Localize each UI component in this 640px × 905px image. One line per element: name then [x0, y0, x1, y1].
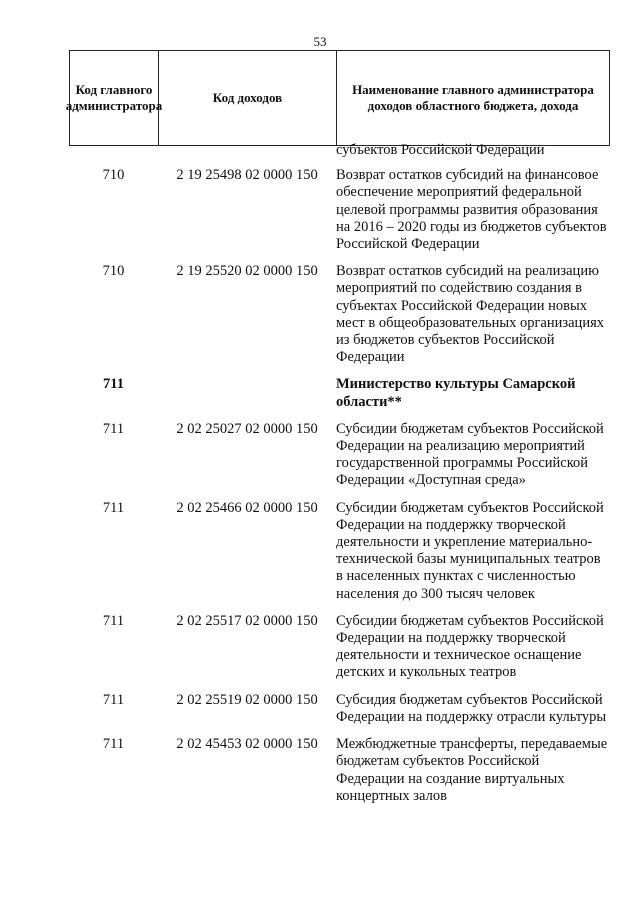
income-name-cell: Возврат остатков субсидий на реализацию мероприятий по содействию создания в субъектах Российской Федерации новых мест в общеобразовательных организациях из бюджетов субъектов Российской Федерации	[336, 263, 604, 366]
admin-code-cell: 711	[102, 691, 125, 708]
admin-code-cell: 710	[102, 167, 125, 184]
table-row	[69, 142, 610, 159]
income-code-cell: 2 19 25520 02 0000 150	[176, 263, 318, 280]
table-row	[69, 736, 610, 805]
admin-code-cell: 711	[102, 420, 125, 437]
table-body	[69, 142, 610, 805]
admin-code-cell: 711	[102, 612, 125, 629]
admin-code-cell	[69, 142, 158, 159]
income-code-cell: 2 02 25519 02 0000 150	[176, 691, 318, 708]
table-row	[69, 692, 610, 726]
table-row	[69, 376, 610, 410]
table-row	[69, 263, 610, 366]
income-name-cell: Субсидии бюджетам субъектов Российской Федерации на поддержку творческой деятельности и укрепление материально-технической базы муниципальных театров в населенных пунктах с численностью населения до 300 тысяч человек	[336, 499, 604, 602]
income-name-cell: Субсидия бюджетам субъектов Российской Федерации на поддержку отрасли культуры	[336, 691, 607, 725]
table-row	[69, 167, 610, 253]
table-row	[69, 421, 610, 490]
admin-code-cell: 710	[102, 263, 125, 280]
header-name: Наименование главного администратора доходов областного бюджета, дохода	[352, 81, 594, 113]
table-header	[65, 50, 610, 146]
income-name-cell: субъектов Российской Федерации	[336, 142, 545, 158]
admin-code-cell: 711	[102, 736, 125, 753]
header-income-code: Код доходов	[159, 51, 337, 145]
income-code-cell	[158, 142, 336, 159]
income-code-cell	[158, 376, 336, 410]
income-code-cell: 2 02 45453 02 0000 150	[176, 736, 318, 753]
admin-code-cell: 711	[103, 376, 124, 393]
header-admin-code: Код главного администратора	[70, 51, 159, 145]
admin-code-cell: 711	[102, 499, 125, 516]
income-name-cell: Субсидии бюджетам субъектов Российской Федерации на поддержку творческой деятельности и техническое оснащение детских и кукольных театров	[336, 612, 604, 681]
income-code-cell: 2 19 25498 02 0000 150	[176, 167, 318, 184]
income-name-cell: Возврат остатков субсидий на финансовое обеспечение мероприятий федеральной целевой программы развития образования на 2016 – 2020 годы из бюджетов субъектов Российской Федерации	[336, 167, 607, 253]
income-code-cell: 2 02 25517 02 0000 150	[176, 612, 318, 629]
table-row	[69, 613, 610, 682]
table-row	[69, 500, 610, 603]
income-code-cell: 2 02 25466 02 0000 150	[176, 499, 318, 516]
page-number: 53	[313, 34, 327, 49]
income-name-cell: Субсидии бюджетам субъектов Российской Федерации на реализацию мероприятий государственной программы Российской Федерации «Доступная среда»	[336, 420, 604, 489]
income-code-cell: 2 02 25027 02 0000 150	[176, 420, 318, 437]
income-name-cell: Межбюджетные трансферты, передаваемые бюджетам субъектов Российской Федерации на создание виртуальных концертных залов	[336, 736, 608, 804]
ministry-name-cell: Министерство культуры Самарской области**	[336, 376, 576, 410]
